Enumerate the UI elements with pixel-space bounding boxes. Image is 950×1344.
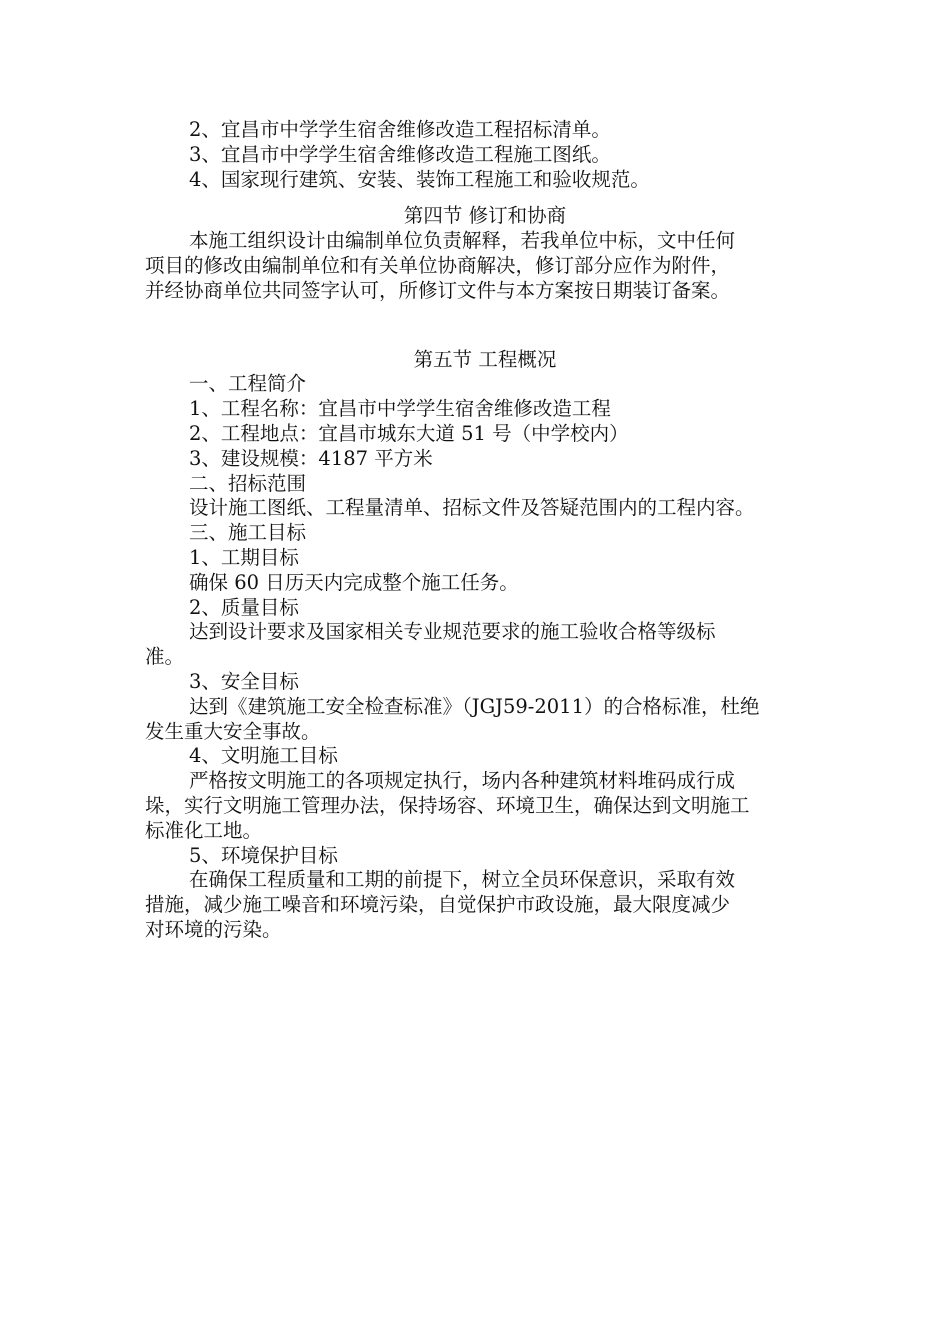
reference-item: 4、国家现行建筑、安装、装饰工程施工和验收规范。 (189, 167, 650, 191)
section-4-paragraph-line: 本施工组织设计由编制单位负责解释，若我单位中标，文中任何 (189, 229, 736, 253)
section-4-title: 第四节 修订和协商 (403, 204, 567, 228)
document-page (145, 118, 825, 943)
goals-heading: 三、施工目标 (189, 521, 307, 545)
goal-3-text-line: 达到《建筑施工安全检查标准》（JGJ59-2011）的合格标准，杜绝 (189, 694, 760, 718)
reference-item: 2、宜昌市中学学生宿舍维修改造工程招标清单。 (189, 118, 611, 141)
intro-item: 1、工程名称：宜昌市中学学生宿舍维修改造工程 (189, 397, 611, 421)
goal-4-heading: 4、文明施工目标 (189, 744, 338, 768)
goal-1-heading: 1、工期目标 (189, 545, 299, 569)
scope-text: 设计施工图纸、工程量清单、招标文件及答疑范围内的工程内容。 (189, 496, 755, 520)
goal-4-text-line: 垛，实行文明施工管理办法，保持场容、环境卫生，确保达到文明施工 (145, 793, 750, 817)
goal-5-heading: 5、环境保护目标 (189, 843, 338, 867)
goal-1-text: 确保 60 日历天内完成整个施工任务。 (189, 570, 519, 594)
goal-2-text-line: 准。 (145, 645, 185, 669)
goal-5-text-line: 对环境的污染。 (145, 917, 282, 941)
intro-item: 3、建设规模：4187 平方米 (189, 446, 433, 470)
scope-heading: 二、招标范围 (189, 471, 307, 495)
goal-5-text-line: 措施，减少施工噪音和环境污染，自觉保护市政设施，最大限度减少 (145, 893, 731, 917)
goal-4-text-line: 严格按文明施工的各项规定执行，场内各种建筑材料堆码成行成 (189, 769, 736, 793)
goal-5-text-line: 在确保工程质量和工期的前提下，树立全员环保意识，采取有效 (189, 868, 736, 892)
section-4-paragraph-line: 并经协商单位共同签字认可，所修订文件与本方案按日期装订备案。 (145, 278, 731, 302)
goal-2-heading: 2、质量目标 (189, 595, 299, 619)
goal-3-text-line: 发生重大安全事故。 (145, 719, 321, 743)
intro-heading: 一、工程简介 (189, 372, 307, 396)
goal-4-text-line: 标准化工地。 (145, 818, 263, 842)
intro-item: 2、工程地点：宜昌市城东大道 51 号（中学校内） (189, 421, 629, 445)
section-4-paragraph-line: 项目的修改由编制单位和有关单位协商解决，修订部分应作为附件， (145, 253, 731, 277)
section-5-title: 第五节 工程概况 (413, 347, 557, 371)
goal-3-heading: 3、安全目标 (189, 669, 299, 693)
reference-item: 3、宜昌市中学学生宿舍维修改造工程施工图纸。 (189, 142, 611, 166)
goal-2-text-line: 达到设计要求及国家相关专业规范要求的施工验收合格等级标 (189, 620, 716, 644)
